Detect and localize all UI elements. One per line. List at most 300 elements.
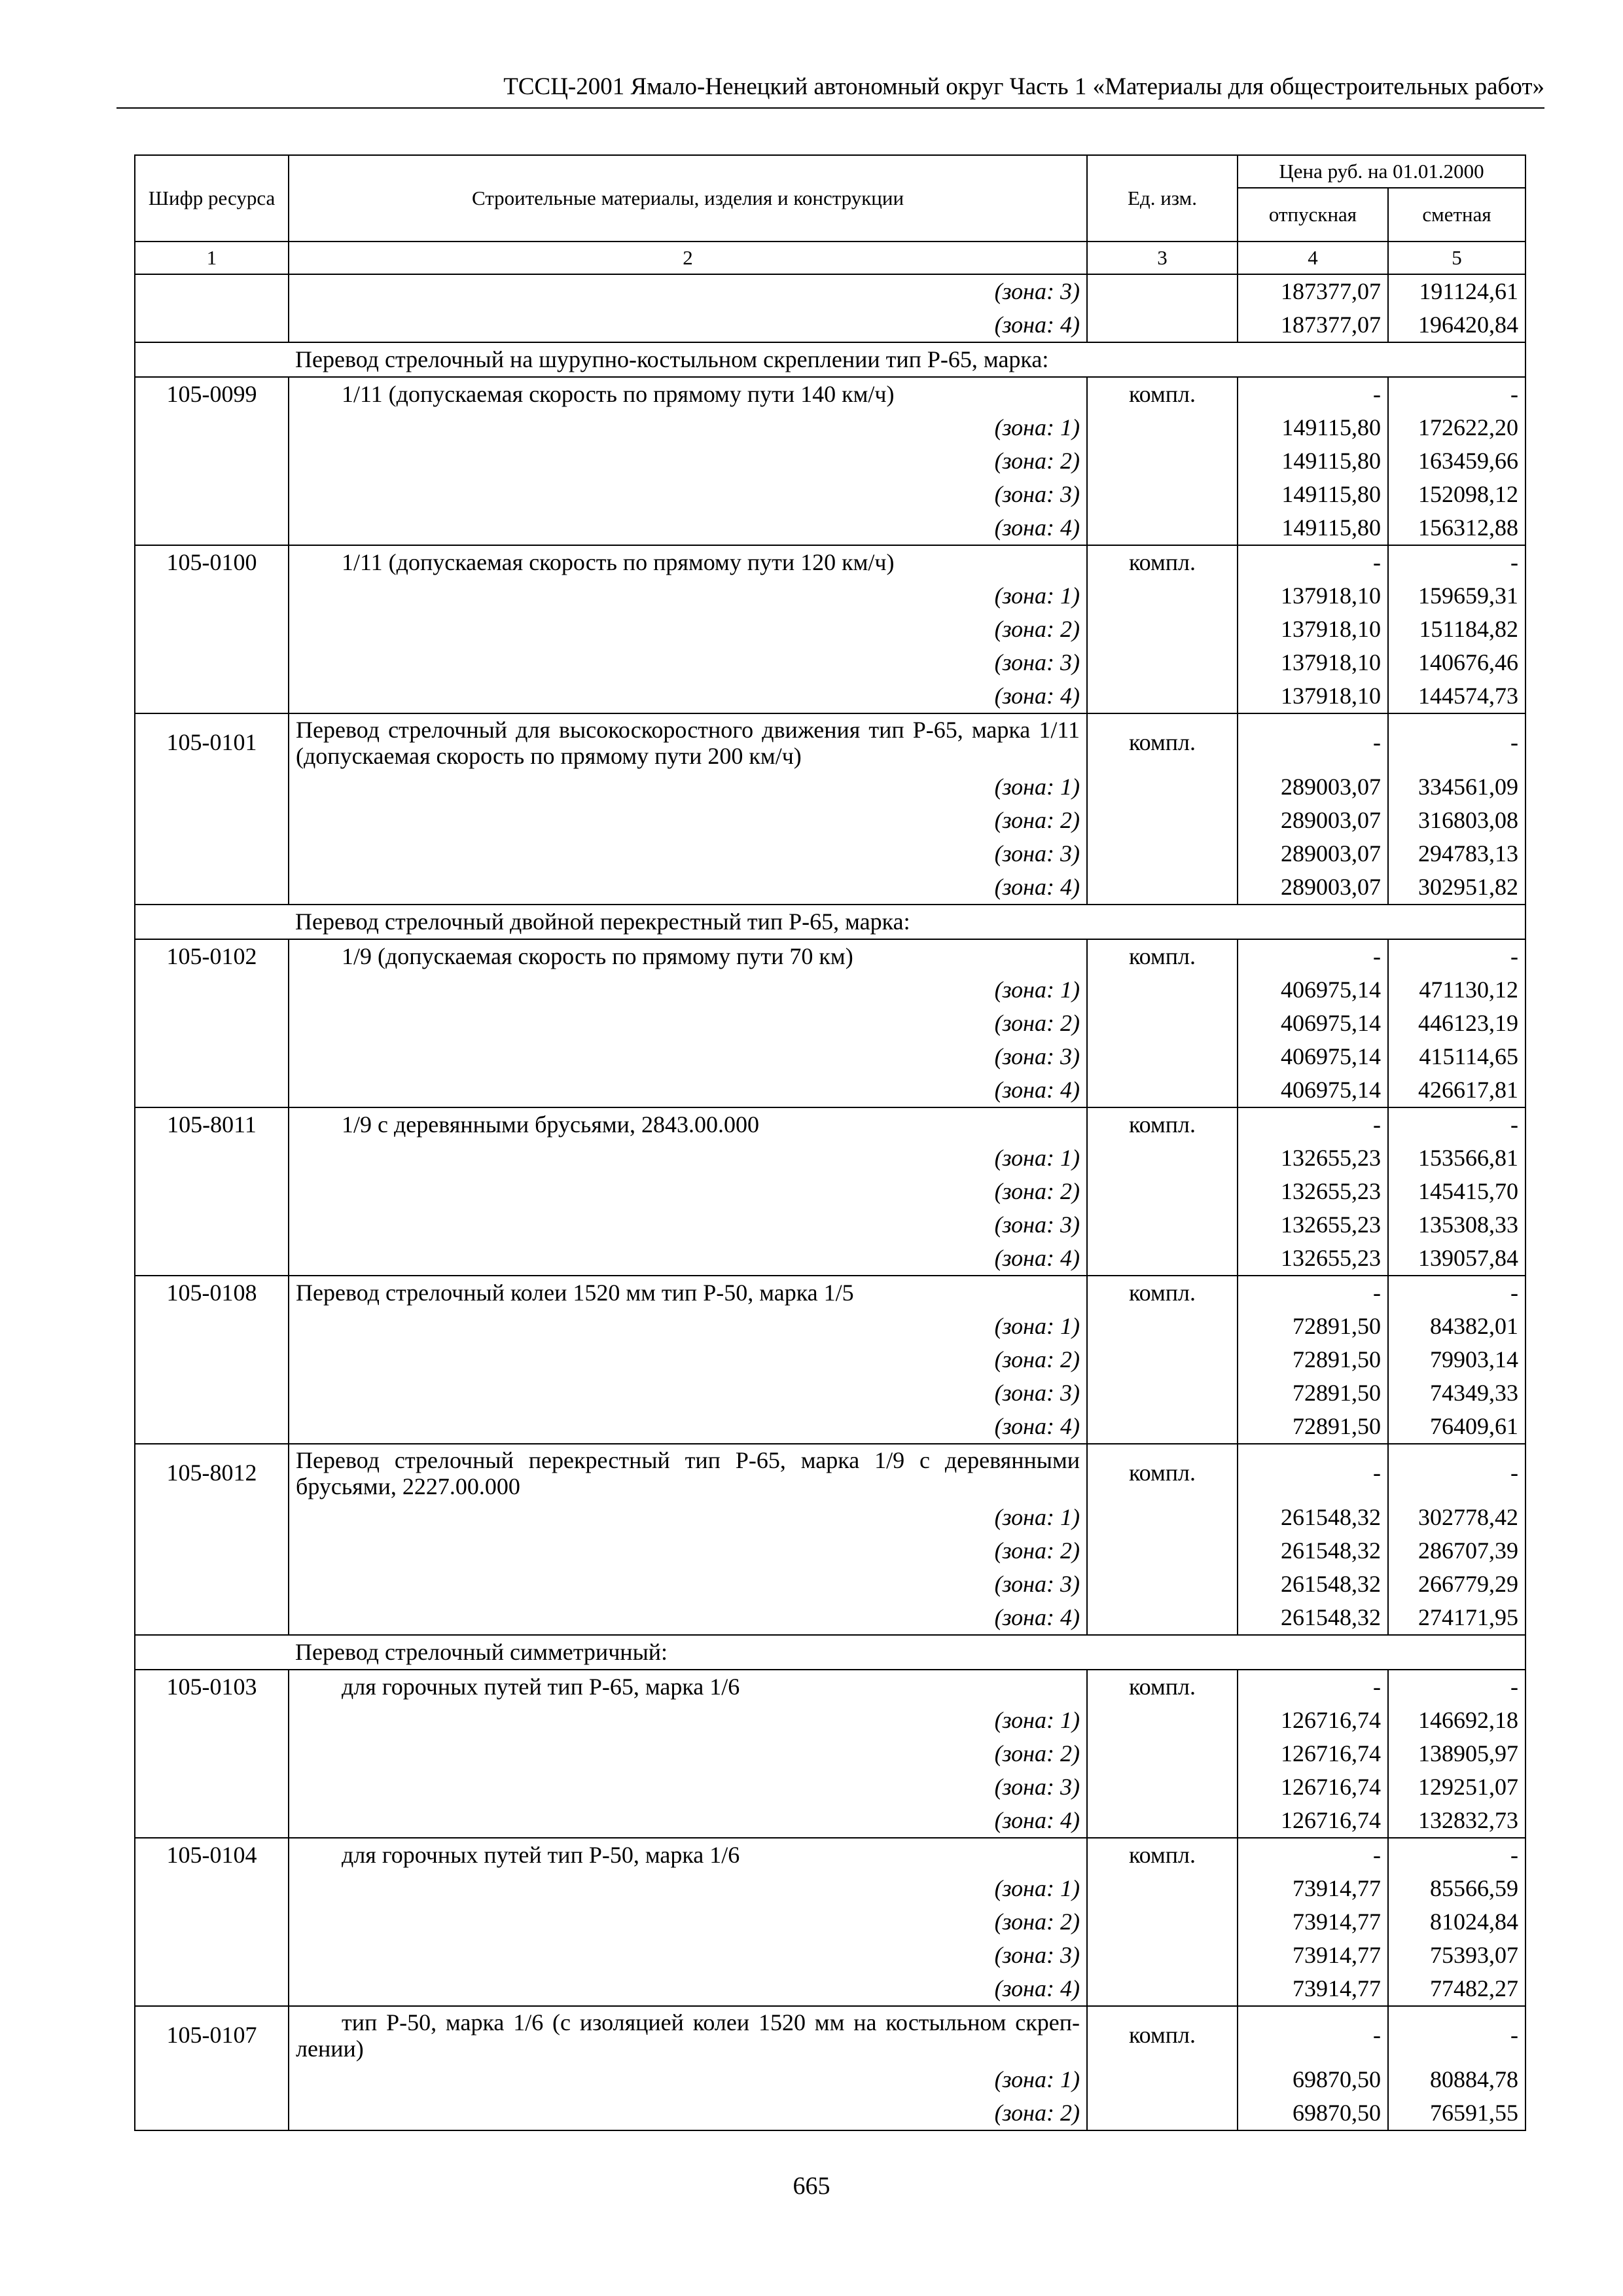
unit: компл. [1087, 1107, 1238, 1141]
unit [1087, 579, 1238, 613]
estimate-price: 334561,09 [1388, 770, 1525, 804]
estimate-price: 446123,19 [1388, 1007, 1525, 1040]
release-price: 149115,80 [1238, 511, 1388, 545]
unit [1087, 1007, 1238, 1040]
resource-code [135, 1040, 289, 1073]
release-price: 289003,07 [1238, 837, 1388, 870]
item-row [135, 1444, 1525, 1501]
unit [1087, 1939, 1238, 1972]
item-row [135, 545, 1525, 579]
unit [1087, 1208, 1238, 1242]
release-price: 69870,50 [1238, 2096, 1388, 2130]
zone-row [135, 1310, 1525, 1343]
estimate-price: 84382,01 [1388, 1310, 1525, 1343]
unit [1087, 1376, 1238, 1410]
zone-row [135, 613, 1525, 646]
item-row [135, 2006, 1525, 2063]
estimate-price: 138905,97 [1388, 1737, 1525, 1770]
estimate-price: 286707,39 [1388, 1534, 1525, 1568]
header-estimate-price: сметная [1388, 188, 1525, 242]
item-name: (зона: 4) [289, 1601, 1087, 1635]
estimate-price: 196420,84 [1388, 308, 1525, 342]
estimate-price: 426617,81 [1388, 1073, 1525, 1107]
unit [1087, 804, 1238, 837]
resource-code [135, 308, 289, 342]
unit: компл. [1087, 713, 1238, 770]
estimate-price: - [1388, 545, 1525, 579]
zone-row [135, 1501, 1525, 1534]
item-name: (зона: 3) [289, 478, 1087, 511]
table-header-row [135, 155, 1525, 188]
resource-code: 105-0101 [135, 713, 289, 770]
release-price: - [1238, 713, 1388, 770]
header-price: Цена руб. на 01.01.2000 [1238, 155, 1525, 188]
item-row [135, 377, 1525, 411]
estimate-price: 135308,33 [1388, 1208, 1525, 1242]
item-name: (зона: 2) [289, 1175, 1087, 1208]
item-name: (зона: 1) [289, 1310, 1087, 1343]
release-price: 289003,07 [1238, 870, 1388, 905]
group-heading: Перевод стрелочный симметричный: [289, 1635, 1525, 1670]
estimate-price: 191124,61 [1388, 274, 1525, 308]
unit: компл. [1087, 1276, 1238, 1310]
release-price: 187377,07 [1238, 274, 1388, 308]
zone-row [135, 1376, 1525, 1410]
estimate-price: 156312,88 [1388, 511, 1525, 545]
item-name: (зона: 4) [289, 1804, 1087, 1838]
resource-code [135, 1872, 289, 1905]
release-price: 126716,74 [1238, 1704, 1388, 1737]
zone-row [135, 2096, 1525, 2130]
unit [1087, 274, 1238, 308]
item-name: (зона: 3) [289, 1376, 1087, 1410]
unit [1087, 411, 1238, 444]
zone-row [135, 1007, 1525, 1040]
estimate-price: 139057,84 [1388, 1242, 1525, 1276]
resource-code [135, 1635, 289, 1670]
estimate-price: 132832,73 [1388, 1804, 1525, 1838]
zone-row [135, 1972, 1525, 2006]
zone-row [135, 770, 1525, 804]
release-price: 132655,23 [1238, 1208, 1388, 1242]
item-name: (зона: 4) [289, 1410, 1087, 1444]
group-heading-row [135, 342, 1525, 377]
table-body [135, 274, 1525, 2130]
release-price: 149115,80 [1238, 411, 1388, 444]
release-price: 126716,74 [1238, 1770, 1388, 1804]
item-name: (зона: 3) [289, 274, 1087, 308]
estimate-price: 274171,95 [1388, 1601, 1525, 1635]
unit: компл. [1087, 2006, 1238, 2063]
unit [1087, 1704, 1238, 1737]
release-price: 69870,50 [1238, 2063, 1388, 2096]
zone-row [135, 1804, 1525, 1838]
release-price: 72891,50 [1238, 1310, 1388, 1343]
group-heading-row [135, 905, 1525, 939]
resource-code: 105-0099 [135, 377, 289, 411]
estimate-price: 415114,65 [1388, 1040, 1525, 1073]
estimate-price: 75393,07 [1388, 1939, 1525, 1972]
release-price: 406975,14 [1238, 1073, 1388, 1107]
resource-code [135, 613, 289, 646]
resource-code [135, 1601, 289, 1635]
unit [1087, 1141, 1238, 1175]
release-price: 73914,77 [1238, 1939, 1388, 1972]
item-name: (зона: 1) [289, 579, 1087, 613]
estimate-price: - [1388, 1276, 1525, 1310]
resource-code [135, 411, 289, 444]
unit [1087, 613, 1238, 646]
unit [1087, 2063, 1238, 2096]
estimate-price: 77482,27 [1388, 1972, 1525, 2006]
release-price: 261548,32 [1238, 1501, 1388, 1534]
unit: компл. [1087, 1838, 1238, 1872]
item-name: 1/9 (допускаемая скорость по прямому пути 70 км) [289, 939, 1087, 973]
unit [1087, 444, 1238, 478]
release-price: 137918,10 [1238, 679, 1388, 713]
item-name: (зона: 3) [289, 1208, 1087, 1242]
zone-row [135, 1704, 1525, 1737]
zone-row [135, 1939, 1525, 1972]
estimate-price: 159659,31 [1388, 579, 1525, 613]
item-name: для горочных путей тип Р-65, марка 1/6 [289, 1670, 1087, 1704]
estimate-price: 163459,66 [1388, 444, 1525, 478]
unit [1087, 1040, 1238, 1073]
column-number: 5 [1388, 242, 1525, 274]
item-name: (зона: 1) [289, 1704, 1087, 1737]
estimate-price: - [1388, 1444, 1525, 1501]
resource-code [135, 2096, 289, 2130]
unit [1087, 1601, 1238, 1635]
item-name: (зона: 1) [289, 2063, 1087, 2096]
release-price: 406975,14 [1238, 1007, 1388, 1040]
estimate-price: - [1388, 1670, 1525, 1704]
zone-row [135, 1410, 1525, 1444]
resource-code: 105-0102 [135, 939, 289, 973]
zone-row [135, 973, 1525, 1007]
release-price: - [1238, 545, 1388, 579]
zone-row [135, 679, 1525, 713]
estimate-price: 76591,55 [1388, 2096, 1525, 2130]
item-name: 1/11 (допускаемая скорость по прямому пути 140 км/ч) [289, 377, 1087, 411]
zone-row [135, 2063, 1525, 2096]
item-name: (зона: 3) [289, 1040, 1087, 1073]
release-price: 137918,10 [1238, 646, 1388, 679]
release-price: 73914,77 [1238, 1972, 1388, 2006]
item-name: (зона: 1) [289, 973, 1087, 1007]
resource-code [135, 1141, 289, 1175]
item-name: (зона: 2) [289, 804, 1087, 837]
item-row [135, 1276, 1525, 1310]
item-name: (зона: 4) [289, 1073, 1087, 1107]
estimate-price: - [1388, 1838, 1525, 1872]
resource-code [135, 1501, 289, 1534]
release-price: 137918,10 [1238, 579, 1388, 613]
unit [1087, 1073, 1238, 1107]
group-heading-row [135, 1635, 1525, 1670]
header-name: Строительные материалы, изделия и конструкции [289, 155, 1087, 242]
unit [1087, 308, 1238, 342]
unit [1087, 478, 1238, 511]
group-heading: Перевод стрелочный двойной перекрестный тип Р-65, марка: [289, 905, 1525, 939]
zone-row [135, 579, 1525, 613]
item-name: (зона: 1) [289, 1501, 1087, 1534]
release-price: 187377,07 [1238, 308, 1388, 342]
estimate-price: - [1388, 713, 1525, 770]
resource-code [135, 679, 289, 713]
release-price: 126716,74 [1238, 1804, 1388, 1838]
estimate-price: 79903,14 [1388, 1343, 1525, 1376]
item-row [135, 1107, 1525, 1141]
estimate-price: 76409,61 [1388, 1410, 1525, 1444]
item-name: (зона: 4) [289, 679, 1087, 713]
item-name: (зона: 4) [289, 870, 1087, 905]
item-row [135, 1670, 1525, 1704]
resource-code [135, 1939, 289, 1972]
release-price: 406975,14 [1238, 973, 1388, 1007]
document-title: ТССЦ-2001 Ямало-Ненецкий автономный округ Часть 1 «Материалы для общестроительных работ» [503, 73, 1544, 100]
item-name: (зона: 4) [289, 1972, 1087, 2006]
resource-code [135, 770, 289, 804]
estimate-price: - [1388, 377, 1525, 411]
estimate-price: 302778,42 [1388, 1501, 1525, 1534]
unit [1087, 1568, 1238, 1601]
release-price: 132655,23 [1238, 1242, 1388, 1276]
release-price: - [1238, 1444, 1388, 1501]
unit [1087, 1872, 1238, 1905]
resource-code [135, 2063, 289, 2096]
estimate-price: 80884,78 [1388, 2063, 1525, 2096]
resource-code [135, 1568, 289, 1601]
unit [1087, 1343, 1238, 1376]
unit [1087, 2096, 1238, 2130]
zone-row [135, 870, 1525, 905]
resource-code [135, 1007, 289, 1040]
item-name: (зона: 4) [289, 308, 1087, 342]
resource-code [135, 1343, 289, 1376]
zone-row [135, 1872, 1525, 1905]
zone-row [135, 1905, 1525, 1939]
resource-code [135, 870, 289, 905]
item-name: (зона: 1) [289, 1141, 1087, 1175]
release-price: 261548,32 [1238, 1568, 1388, 1601]
unit: компл. [1087, 939, 1238, 973]
header-release-price: отпускная [1238, 188, 1388, 242]
estimate-price: 145415,70 [1388, 1175, 1525, 1208]
estimate-price: 302951,82 [1388, 870, 1525, 905]
release-price: 289003,07 [1238, 770, 1388, 804]
resource-code: 105-0107 [135, 2006, 289, 2063]
unit [1087, 837, 1238, 870]
unit [1087, 770, 1238, 804]
zone-row [135, 1568, 1525, 1601]
item-name: (зона: 2) [289, 1737, 1087, 1770]
unit [1087, 1310, 1238, 1343]
release-price: 261548,32 [1238, 1601, 1388, 1635]
resource-code [135, 1208, 289, 1242]
resource-code [135, 804, 289, 837]
zone-row [135, 1770, 1525, 1804]
estimate-price: 140676,46 [1388, 646, 1525, 679]
unit: компл. [1087, 1444, 1238, 1501]
zone-row [135, 308, 1525, 342]
item-row [135, 939, 1525, 973]
item-name: (зона: 2) [289, 1007, 1087, 1040]
resource-code: 105-0104 [135, 1838, 289, 1872]
item-name: для горочных путей тип Р-50, марка 1/6 [289, 1838, 1087, 1872]
resource-code: 105-8011 [135, 1107, 289, 1141]
estimate-price: 316803,08 [1388, 804, 1525, 837]
resource-code: 105-8012 [135, 1444, 289, 1501]
zone-row [135, 646, 1525, 679]
item-name: тип Р-50, марка 1/6 (с изоляцией колеи 1520 мм на костыльном скреп-лении) [289, 2006, 1087, 2063]
item-name: (зона: 1) [289, 770, 1087, 804]
item-name: (зона: 3) [289, 1770, 1087, 1804]
column-number: 3 [1087, 242, 1238, 274]
resource-code [135, 1737, 289, 1770]
unit [1087, 679, 1238, 713]
zone-row [135, 478, 1525, 511]
resource-code [135, 1972, 289, 2006]
resource-code [135, 905, 289, 939]
item-name: Перевод стрелочный колеи 1520 мм тип Р-50, марка 1/5 [289, 1276, 1087, 1310]
zone-row [135, 444, 1525, 478]
resource-code [135, 1175, 289, 1208]
resource-code [135, 1905, 289, 1939]
resource-code [135, 1242, 289, 1276]
estimate-price: 294783,13 [1388, 837, 1525, 870]
zone-row [135, 1737, 1525, 1770]
unit [1087, 1770, 1238, 1804]
estimate-price: 471130,12 [1388, 973, 1525, 1007]
resource-code [135, 274, 289, 308]
resource-code [135, 444, 289, 478]
unit [1087, 1737, 1238, 1770]
item-row [135, 1838, 1525, 1872]
zone-row [135, 274, 1525, 308]
header-code: Шифр ресурса [135, 155, 289, 242]
estimate-price: - [1388, 1107, 1525, 1141]
item-name: 1/9 с деревянными брусьями, 2843.00.000 [289, 1107, 1087, 1141]
column-number: 4 [1238, 242, 1388, 274]
column-number-row [135, 242, 1525, 274]
release-price: 72891,50 [1238, 1343, 1388, 1376]
release-price: 72891,50 [1238, 1410, 1388, 1444]
zone-row [135, 804, 1525, 837]
resource-code [135, 1534, 289, 1568]
zone-row [135, 1242, 1525, 1276]
price-table [134, 154, 1526, 2131]
item-name: (зона: 2) [289, 1534, 1087, 1568]
zone-row [135, 837, 1525, 870]
zone-row [135, 511, 1525, 545]
estimate-price: 129251,07 [1388, 1770, 1525, 1804]
release-price: 132655,23 [1238, 1175, 1388, 1208]
item-name: 1/11 (допускаемая скорость по прямому пути 120 км/ч) [289, 545, 1087, 579]
release-price: - [1238, 1670, 1388, 1704]
unit [1087, 1534, 1238, 1568]
item-name: Перевод стрелочный для высокоскоростного движения тип Р-65, марка 1/11 (допускаемая скорость по прямому пути 200 км/ч) [289, 713, 1087, 770]
estimate-price: 146692,18 [1388, 1704, 1525, 1737]
release-price: - [1238, 2006, 1388, 2063]
zone-row [135, 411, 1525, 444]
zone-row [135, 1208, 1525, 1242]
release-price: 126716,74 [1238, 1737, 1388, 1770]
unit: компл. [1087, 377, 1238, 411]
release-price: - [1238, 1838, 1388, 1872]
release-price: 137918,10 [1238, 613, 1388, 646]
release-price: 132655,23 [1238, 1141, 1388, 1175]
resource-code [135, 1704, 289, 1737]
resource-code [135, 1073, 289, 1107]
resource-code [135, 837, 289, 870]
resource-code [135, 342, 289, 377]
resource-code: 105-0103 [135, 1670, 289, 1704]
resource-code [135, 1376, 289, 1410]
estimate-price: 153566,81 [1388, 1141, 1525, 1175]
resource-code [135, 646, 289, 679]
column-number: 2 [289, 242, 1087, 274]
page-header [116, 71, 1544, 109]
unit [1087, 1175, 1238, 1208]
release-price: - [1238, 1276, 1388, 1310]
unit [1087, 1972, 1238, 2006]
zone-row [135, 1040, 1525, 1073]
item-name: (зона: 2) [289, 1905, 1087, 1939]
header-unit: Ед. изм. [1087, 155, 1238, 242]
column-number: 1 [135, 242, 289, 274]
release-price: 73914,77 [1238, 1872, 1388, 1905]
item-name: (зона: 2) [289, 2096, 1087, 2130]
resource-code [135, 511, 289, 545]
release-price: - [1238, 939, 1388, 973]
estimate-price: 266779,29 [1388, 1568, 1525, 1601]
resource-code [135, 1310, 289, 1343]
resource-code: 105-0108 [135, 1276, 289, 1310]
resource-code [135, 1410, 289, 1444]
item-name: (зона: 3) [289, 1939, 1087, 1972]
zone-row [135, 1073, 1525, 1107]
estimate-price: 85566,59 [1388, 1872, 1525, 1905]
release-price: - [1238, 1107, 1388, 1141]
estimate-price: 172622,20 [1388, 411, 1525, 444]
resource-code: 105-0100 [135, 545, 289, 579]
resource-code [135, 1804, 289, 1838]
release-price: 289003,07 [1238, 804, 1388, 837]
release-price: 261548,32 [1238, 1534, 1388, 1568]
item-row [135, 713, 1525, 770]
unit [1087, 511, 1238, 545]
release-price: 149115,80 [1238, 444, 1388, 478]
item-name: (зона: 3) [289, 837, 1087, 870]
resource-code [135, 478, 289, 511]
estimate-price: 74349,33 [1388, 1376, 1525, 1410]
item-name: (зона: 1) [289, 411, 1087, 444]
zone-row [135, 1343, 1525, 1376]
item-name: (зона: 2) [289, 1343, 1087, 1376]
estimate-price: 144574,73 [1388, 679, 1525, 713]
zone-row [135, 1534, 1525, 1568]
estimate-price: 151184,82 [1388, 613, 1525, 646]
unit [1087, 1804, 1238, 1838]
release-price: 406975,14 [1238, 1040, 1388, 1073]
unit [1087, 1410, 1238, 1444]
release-price: 73914,77 [1238, 1905, 1388, 1939]
item-name: (зона: 4) [289, 1242, 1087, 1276]
resource-code [135, 579, 289, 613]
item-name: (зона: 2) [289, 613, 1087, 646]
unit [1087, 870, 1238, 905]
